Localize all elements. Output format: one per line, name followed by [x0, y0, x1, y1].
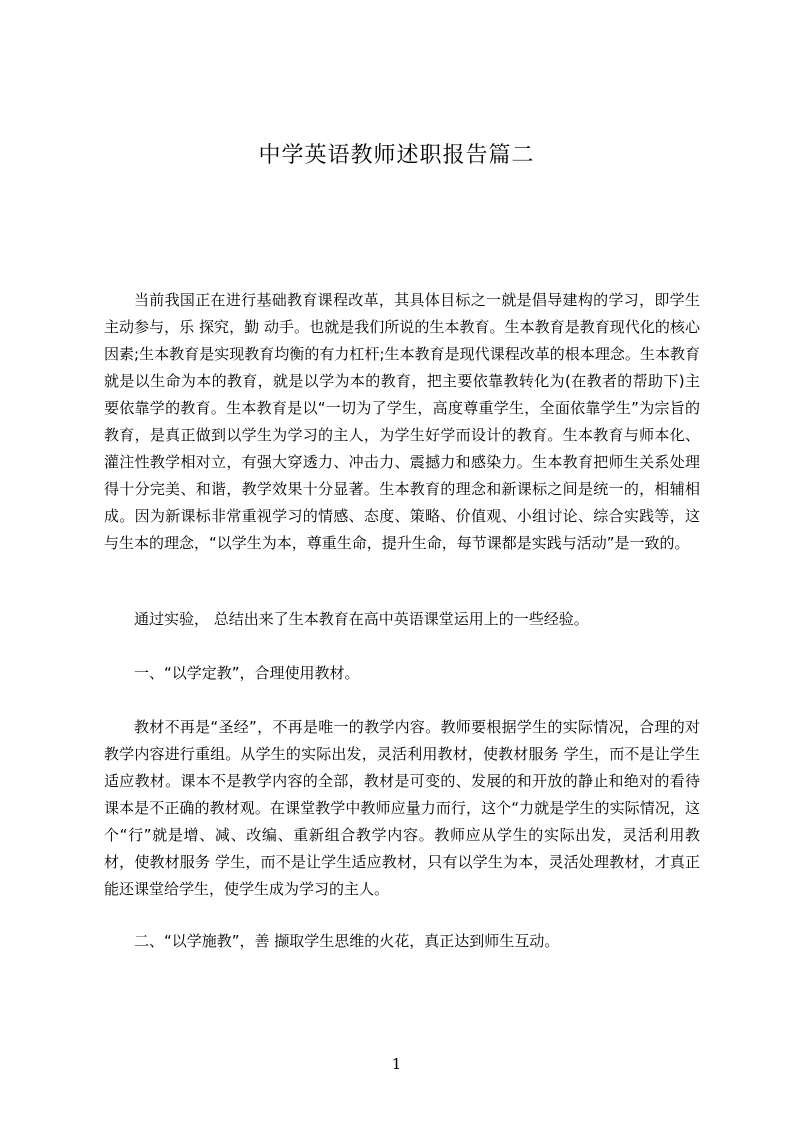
paragraph-intro: 当前我国正在进行基础教育课程改革，其具体目标之一就是倡导建构的学习，即学生主动参与，乐 探究，勤 动手。也就是我们所说的生本教育。生本教育是教育现代化的核心因素;生本教育是实现教育均衡的有力杠杆;生本教育是现代课程改革的根本理念。生本教育就是以生命为本的教育，就是以学为本的教育，把主要依靠教转化为(在教者的帮助下)主要依靠学的教育。生本教育是以“一切为了学生，高度尊重学生，全面依靠学生”为宗旨的教育，是真正做到以学生为学习的主人，为学生好学而设计的教育。生本教育与师本化、灌注性教学相对立，有强大穿透力、冲击力、震撼力和感染力。生本教育把师生关系处理得十分完美、和谐，教学效果十分显著。生本教育的理念和新课标之间是统一的，相辅相成。因为新课标非常重视学习的情感、态度、策略、价值观、小组讨论、综合实践等，这与生本的理念，“以学生为本，尊重生命，提升生命，每节课都是实践与活动”是一致的。 — [104, 291, 700, 552]
page-number: 1 — [391, 1055, 402, 1073]
section-heading-one: 一、“以学定教”，合理使用教材。 — [134, 664, 360, 682]
paragraph-textbook: 教材不再是“圣经”，不再是唯一的教学内容。教师要根据学生的实际情况，合理的对教学内容进行重组。从学生的实际出发，灵活利用教材，使教材服务 学生，而不是让学生适应教材。课本不是教学内容的全部，教材是可变的、发展的和开放的静止和绝对的看待课本是不正确的教材观。在课堂教学中教师应量力而行，这个“力就是学生的实际情况，这个“行”就是增、减、改编、重新组合教学内容。教师应从学生的实际出发，灵活利用教材，使教材服务 学生，而不是让学生适应教材，只有以学生为本，灵活处理教材，才真正能还课堂给学生，使学生成为学习的主人。 — [104, 718, 700, 898]
section-heading-two: 二、“以学施教”，善 撷取学生思维的火花，真正达到师生互动。 — [134, 932, 560, 950]
paragraph-experience: 通过实验， 总结出来了生本教育在高中英语课堂运用上的一些经验。 — [134, 610, 589, 628]
document-title: 中学英语教师述职报告篇二 — [258, 143, 535, 168]
